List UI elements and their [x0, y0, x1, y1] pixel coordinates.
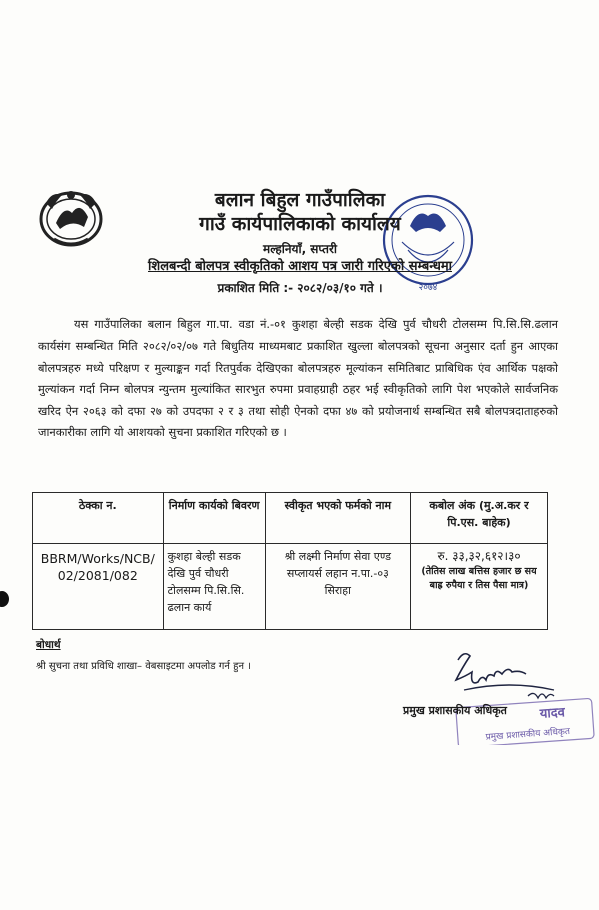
table-row — [33, 544, 548, 630]
cc-line: श्री सुचना तथा प्रविधि शाखा– वेबसाइटमा अपलोड गर्न हुन । — [36, 661, 251, 672]
nepal-emblem-icon — [36, 183, 106, 249]
work-description-cell: कुशहा बेल्ही सडक देखि पुर्व चौधरी टोलसम्म पि.सि.सि. ढलान कार्य — [163, 544, 265, 630]
notice-paragraph: यस गाउँपालिका बलान बिहुल गा.पा. वडा नं.-०१ कुशहा बेल्ही सडक देखि पुर्व चौधरी टोलसम्म पि.सि.सि.ढलान कार्यसंग सम्बन्धित मिति २०८२/०२/०७ गते बिधुतिय माध्यमबाट प्रकाशित खुल्ला बोलपत्रको सूचना अनुसार दर्ता हुन आएका बोलपत्रहरु मध्ये परिक्षण र मुल्याङ्कन गर्दा रितपुर्वक देखिएका बोलपत्रहरु मूल्यांकन समितिबाट प्राबिधिक एंव आर्थिक पक्षको मुल्यांकन गर्दा निम्न बोलपत्र न्युन्तम मुल्यांकित सारभुत रुपमा प्रवाहग्राही ठहर भई स्वीकृतिको लागि पेश भएकोले सार्वजनिक खरिद ऐन २०६३ को दफा २७ को उपदफा २ र ३ तथा सोही ऐनको दफा ४७ को प्रयोजनार्थ सम्बन्धित सबै बोलपत्रदाताहरुको जानकारीका लागि यो आशयको सुचना प्रकाशित गरिएको छ । — [38, 317, 558, 440]
firm-name-line: श्री लक्ष्मी निर्माण सेवा एण्ड सप्लायर्स लहान न.पा.-०३ — [284, 550, 391, 580]
tender-table — [32, 492, 548, 630]
office-name: गाउँ कार्यपालिकाको कार्यालय — [199, 213, 401, 235]
cc-title: बोधार्थ — [36, 639, 61, 651]
seal-year: २०७४ — [418, 283, 438, 293]
publish-date: प्रकाशित मिति :- २०८२/०३/१० गते । — [217, 281, 383, 295]
col-work-description: निर्माण कार्यको बिवरण — [163, 493, 265, 544]
firm-name-cell — [265, 544, 410, 630]
stamp-subtitle: प्रमुख प्रशासकीय अधिकृत — [485, 726, 571, 743]
firm-district: सिराहा — [324, 584, 351, 597]
stamp-name: यादव — [539, 705, 566, 722]
bid-amount-cell — [411, 544, 548, 630]
col-bid-amount: कबोल अंक (मु.अ.कर र पि.एस. बाहेक) — [411, 493, 548, 544]
punch-hole-mark — [0, 590, 10, 608]
document-header — [110, 188, 490, 298]
table-header-row — [33, 493, 548, 544]
bid-amount-words: (तेतिस लाख बत्तिस हजार छ सय बाह्र रुपैया र तिस पैसा मात्र) — [421, 566, 537, 591]
col-contract-no: ठेक्का न. — [33, 493, 164, 544]
col-firm-name: स्वीकृत भएको फर्मको नाम — [265, 493, 410, 544]
notice-subject: शिलबन्दी बोलपत्र स्वीकृतिको आशय पत्र जारी गरिएको सम्बन्धमा — [148, 259, 452, 274]
signatory-title: प्रमुख प्रशासकीय अधिकृत — [403, 704, 507, 717]
office-location: मल्हनियाँ, सप्तरी — [263, 242, 337, 256]
bid-amount: रु. ३३,३२,६१२।३० — [437, 549, 521, 563]
contract-no-cell: BBRM/Works/NCB/ 02/2081/082 — [33, 544, 164, 630]
municipality-name: बलान बिहुल गाउँपालिका — [214, 189, 386, 211]
